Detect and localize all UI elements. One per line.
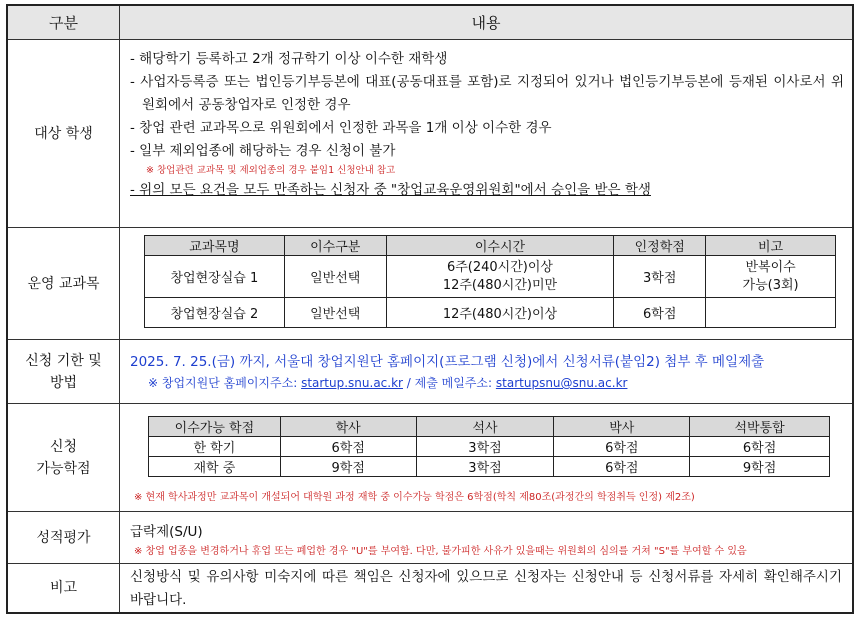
credits-label (8, 404, 120, 511)
courses-header-cell: 이수구분 (284, 236, 386, 256)
credits-table (148, 416, 830, 477)
table-row (149, 457, 830, 477)
course-hours (386, 256, 614, 298)
apply-label-line: 방법 (49, 374, 78, 391)
course-type: 일반선택 (284, 298, 386, 328)
course-remark (706, 256, 836, 298)
site-prefix: ※ 창업지원단 홈페이지주소: (148, 376, 302, 390)
credits-label-line: 신청 (49, 438, 78, 455)
eligible-final-bullet: - 위의 모든 요건을 모두 만족하는 신청자 중 "창업교육운영위원회"에서 승인을 받은 학생 (130, 182, 651, 198)
course-remark-line: 가능(3회) (742, 277, 799, 293)
course-hours-line: 12주(480시간)미만 (442, 277, 558, 293)
grading-note: ※ 창업 업종을 변경하거나 휴업 또는 폐업한 경우 "U"를 부여함. 다만, 불가피한 사유가 있을때는 위원회의 심의를 거쳐 "S"를 부여할 수 있음 (134, 546, 747, 557)
grading-row (8, 512, 852, 564)
course-name: 창업현장실습 2 (145, 298, 285, 328)
credits-note: ※ 현재 학사과정만 교과목이 개설되어 대학원 과정 재학 중 이수가능 학점은 6학점(학칙 제80조(과정간의 학점취득 인정) 제2조) (134, 492, 695, 503)
table-header-row (8, 6, 852, 40)
credits-cell: 9학점 (690, 457, 830, 477)
credits-cell: 3학점 (416, 437, 554, 457)
course-type: 일반선택 (284, 256, 386, 298)
homepage-link[interactable]: startup.snu.ac.kr (301, 376, 403, 390)
course-remark-line: 반복이수 (745, 259, 796, 275)
course-remark (706, 298, 836, 328)
course-hours-line: 6주(240시간)이상 (446, 259, 553, 275)
mail-prefix: / 제출 메일주소: (402, 376, 496, 390)
header-content: 내용 (120, 6, 852, 39)
remarks-text: 신청방식 및 유의사항 미숙지에 따른 책임은 신청자에 있으므로 신청자는 신청안내 등 신청서류를 자세히 확인해주시기 바랍니다. (130, 569, 842, 608)
apply-label-line: 신청 기한 및 (25, 352, 102, 369)
course-name: 창업현장실습 1 (145, 256, 285, 298)
table-row (145, 298, 836, 328)
table-row (145, 256, 836, 298)
grading-value: 급락제(S/U) (130, 524, 203, 540)
remarks-row (8, 564, 852, 612)
credits-cell: 6학점 (554, 437, 690, 457)
table-row (149, 437, 830, 457)
credits-header-cell: 박사 (554, 417, 690, 437)
eligible-bullet: - 해당학기 등록하고 2개 정규학기 이상 이수한 재학생 (130, 51, 448, 67)
eligible-label: 대상 학생 (8, 40, 120, 227)
course-hours: 12주(480시간)이상 (386, 298, 614, 328)
credits-header-cell: 석사 (416, 417, 554, 437)
info-table (6, 4, 854, 614)
eligible-note: ※ 창업관련 교과목 및 제외업종의 경우 붙임1 신청안내 참고 (146, 165, 396, 176)
credits-cell: 6학점 (280, 437, 416, 457)
courses-header-cell: 비고 (706, 236, 836, 256)
credits-cell: 6학점 (690, 437, 830, 457)
credits-cell: 9학점 (280, 457, 416, 477)
eligible-bullet: - 창업 관련 교과목으로 위원회에서 인정한 과목을 1개 이상 이수한 경우 (130, 120, 552, 136)
course-credits: 3학점 (614, 256, 706, 298)
eligible-bullet: - 일부 제외업종에 해당하는 경우 신청이 불가 (130, 143, 396, 159)
credits-label-line: 가능학점 (36, 460, 91, 477)
credits-row (8, 404, 852, 512)
credits-cell: 6학점 (554, 457, 690, 477)
remarks-label: 비고 (8, 564, 120, 612)
email-link[interactable]: startupsnu@snu.ac.kr (495, 376, 628, 390)
courses-row (8, 228, 852, 340)
credits-cell: 3학점 (416, 457, 554, 477)
apply-label (8, 340, 120, 403)
apply-contacts (148, 374, 627, 391)
credits-header-cell: 석박통합 (690, 417, 830, 437)
course-credits: 6학점 (614, 298, 706, 328)
eligible-bullets (130, 48, 844, 202)
credits-header-cell: 학사 (280, 417, 416, 437)
grading-label: 성적평가 (8, 512, 120, 563)
apply-row (8, 340, 852, 404)
courses-table (144, 235, 836, 328)
courses-header-cell: 인정학점 (614, 236, 706, 256)
courses-label: 운영 교과목 (8, 228, 120, 339)
apply-deadline: 2025. 7. 25.(금) 까지, 서울대 창업지원단 홈페이지(프로그램 신청)에서 신청서류(붙임2) 첨부 후 메일제출 (130, 354, 765, 370)
credits-cell: 한 학기 (149, 437, 281, 457)
courses-header-cell: 교과목명 (145, 236, 285, 256)
credits-cell: 재학 중 (149, 457, 281, 477)
header-category: 구분 (8, 6, 120, 39)
eligible-bullet: - 사업자등록증 또는 법인등기부등본에 대표(공동대표를 포함)로 지정되어 있거나 법인등기부등본에 등재된 이사로서 위원회에서 공동창업자로 인정한 경우 (130, 74, 844, 113)
courses-header-cell: 이수시간 (386, 236, 614, 256)
credits-header-cell: 이수가능 학점 (149, 417, 281, 437)
eligible-row (8, 40, 852, 228)
